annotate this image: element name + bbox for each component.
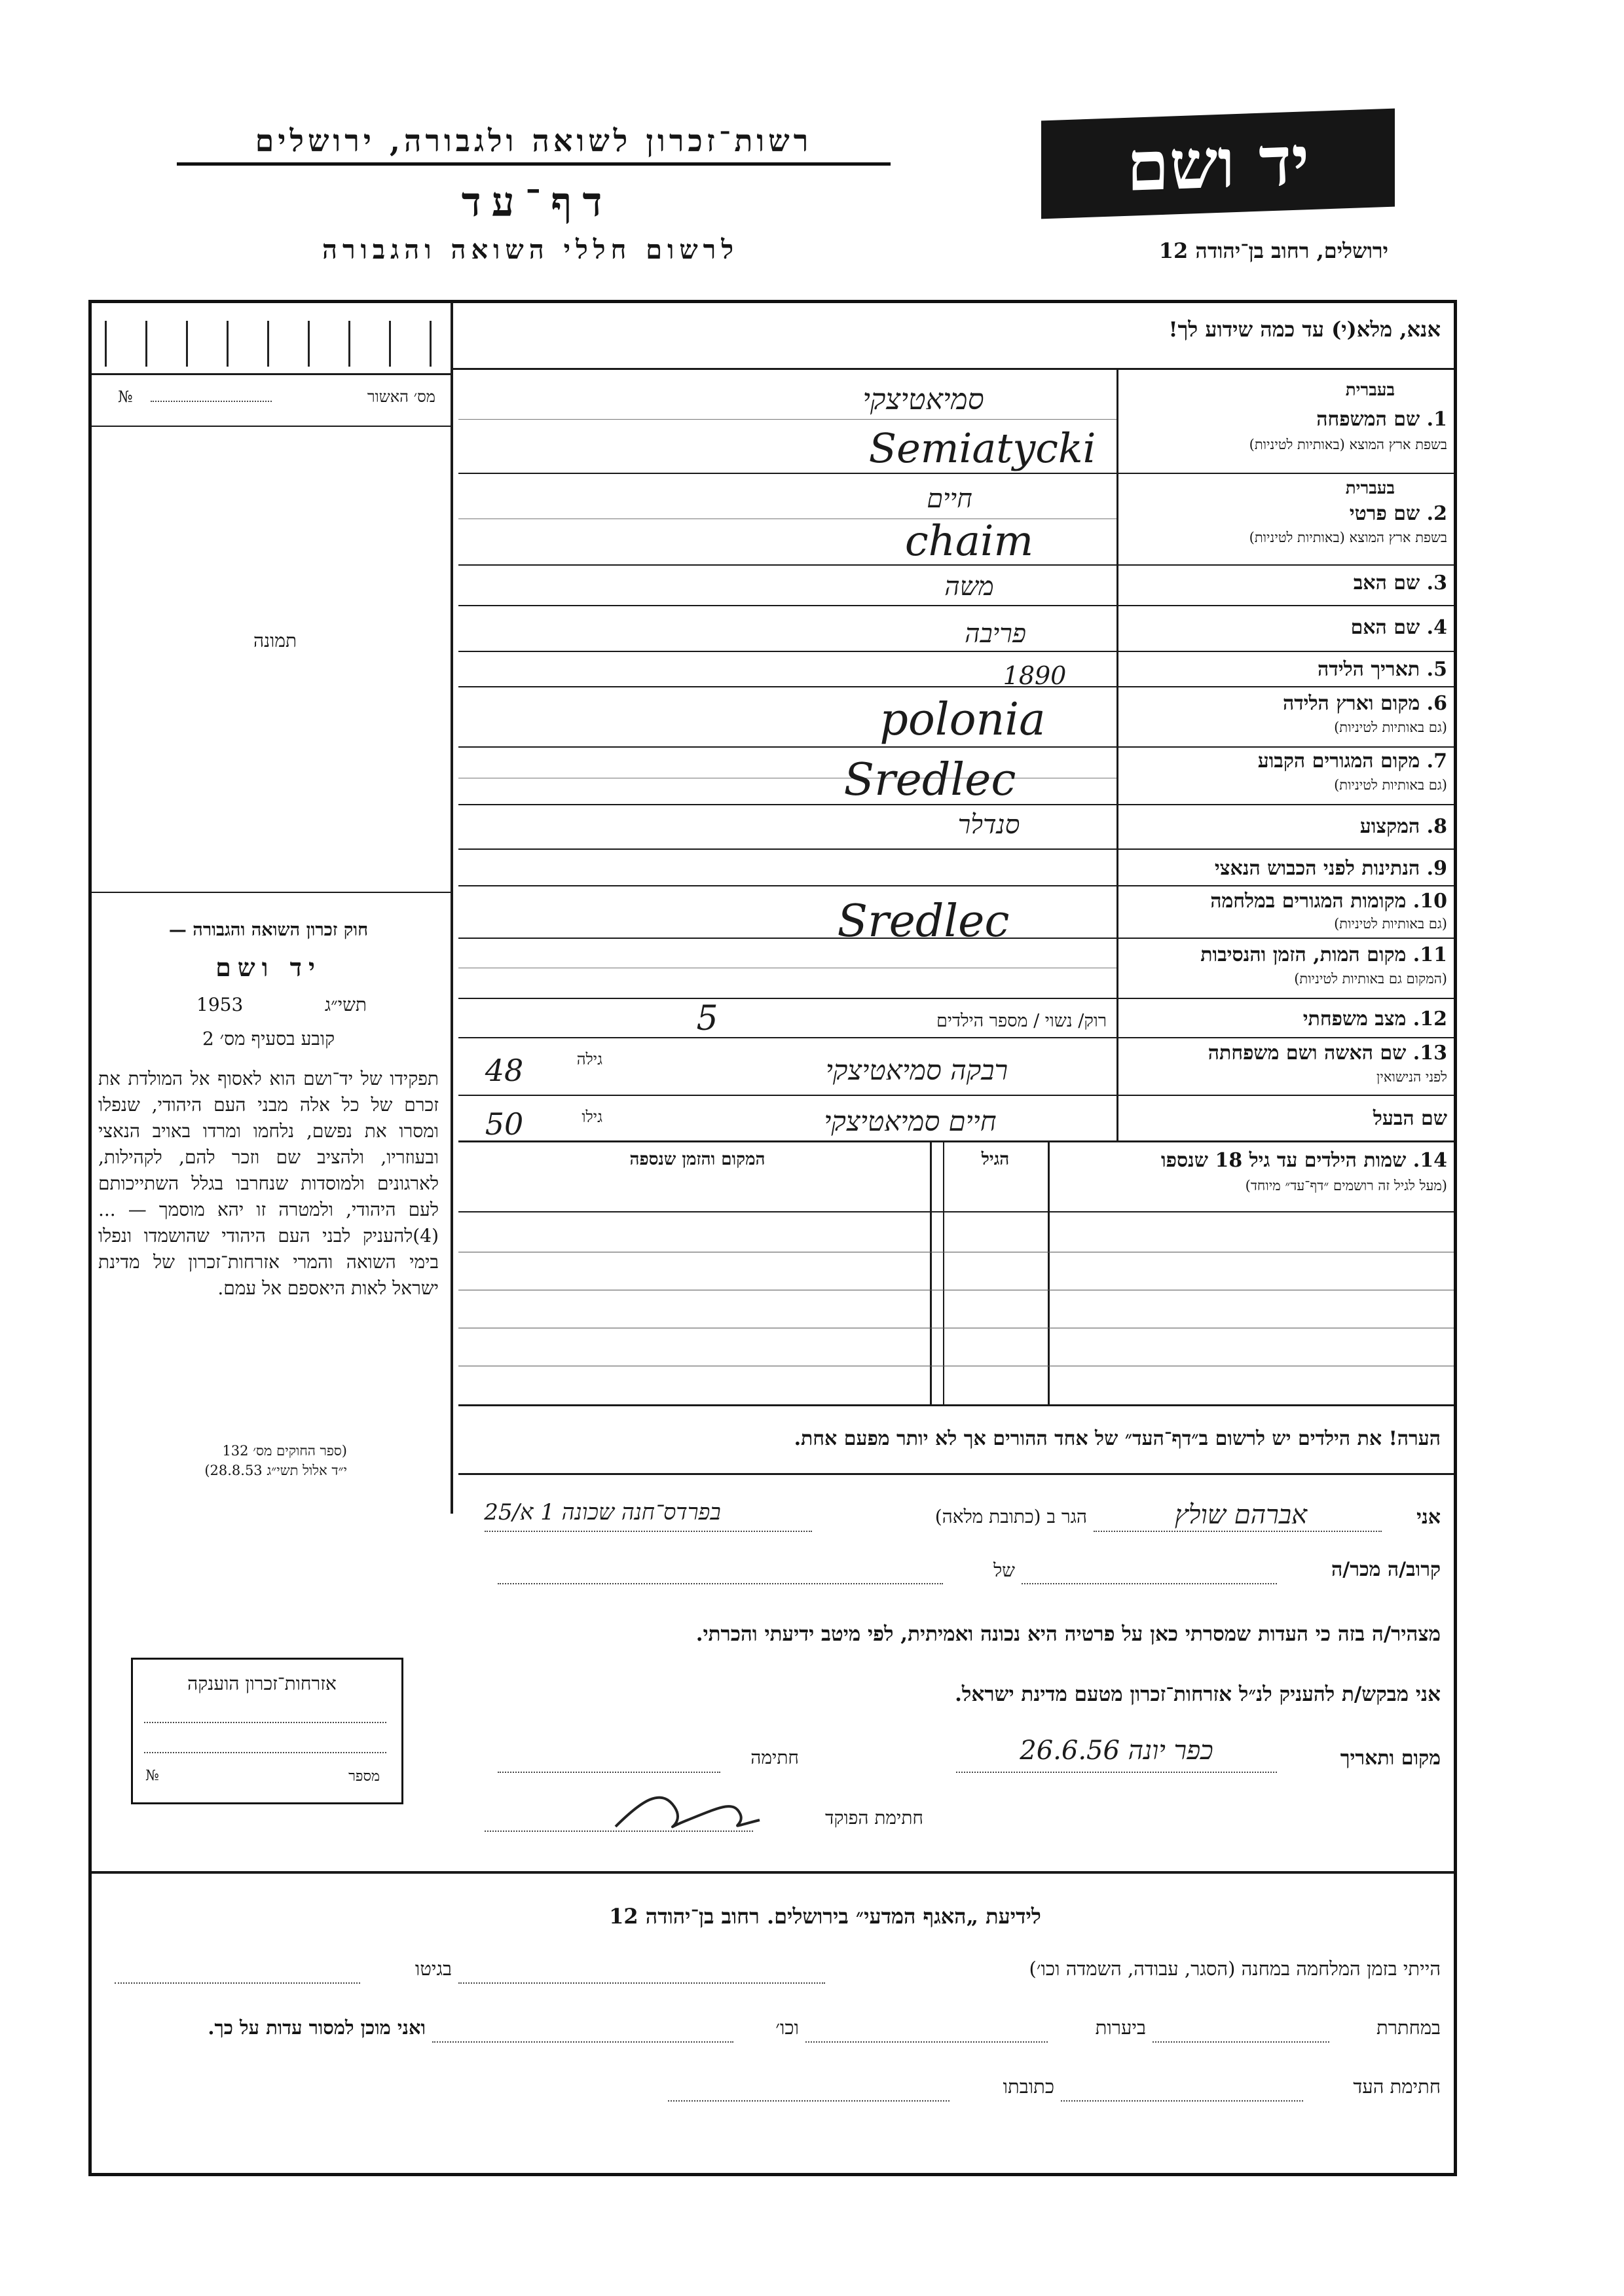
children-note: הערה! את הילדים יש לרשום ב״דף־העד״ של אחד ההורים אך לא יותר מפעם אחת. [794, 1427, 1441, 1450]
row-border [458, 1095, 1454, 1096]
left-divider [92, 373, 451, 375]
birth-date[interactable]: 1890 [1003, 661, 1067, 690]
wife-name[interactable]: רבקה סמיאטיצקי [825, 1054, 1008, 1086]
field-3-label: 3. שם האב [1353, 572, 1447, 594]
husband-age[interactable]: 50 [485, 1106, 524, 1142]
footer-title: לידיעת „האגף המדעי״ בירושלים. רחוב בן־יהודה 12 [609, 1904, 1041, 1929]
row-border [458, 651, 1454, 652]
field-7-sublabel: (גם באותיות לטיניות) [1334, 777, 1447, 793]
law-text: תפקידו של יד־ושם הוא לאסוף אל המולדת את זכרם של כל אלה מבני העם היהודי, שנפלו ומסרו את נפשם, נלחמו ומרדו באויב הנאצי ובעוזריו, ולהציב שם וזכר להם, לקהילות, לארגונים ולמוסדות שנחרבו בגלל השתייכותם לעם היהודי, ולמטרה זו יהא מוסמך — ...(4)להעניק לבני העם היהודי שהושמדו ונפלו בימי השואה והמרי אזרחות־זכרון של מדינת ישראל לאות היאספם אל עמם. [98, 1068, 439, 1299]
wife-age-label: גילה [576, 1050, 602, 1068]
field-6-sublabel: (גם באותיות לטיניות) [1334, 720, 1447, 735]
forests-line[interactable] [805, 2041, 1048, 2043]
field-2-label: 2. שם פרטי [1349, 502, 1447, 525]
yad-vashem-logo: יד ושם [1041, 109, 1395, 219]
photo-label: תמונה [253, 630, 297, 651]
signature-line[interactable] [498, 1772, 720, 1773]
field-12-label: 12. מצב משפחתי [1302, 1008, 1447, 1030]
ghetto-line[interactable] [115, 1982, 360, 1984]
children-row [458, 1211, 1454, 1212]
note-divider [458, 1473, 1454, 1475]
instruction-divider [452, 368, 1454, 370]
law-year-hebrew: תשי״ג [324, 994, 367, 1015]
row-border [458, 473, 1454, 474]
field-10-sublabel: (גם באותיות לטיניות) [1334, 916, 1447, 932]
children-table-v2 [930, 1142, 932, 1404]
husband-name[interactable]: חיים סמיאטיצקי [824, 1105, 997, 1137]
field-14-label: 14. שמות הילדים עד גיל 18 שנספו [1160, 1149, 1447, 1172]
approval-stub-ticks [105, 321, 432, 367]
subline [458, 419, 1116, 420]
of-label: של [993, 1559, 1015, 1581]
mother-name[interactable]: פריבה [965, 619, 1026, 649]
place-date-line[interactable] [956, 1772, 1277, 1773]
field-8-label: 8. המקצוע [1359, 815, 1447, 838]
permanent-residence[interactable]: Sredlec [843, 754, 1016, 806]
place-date-label: מקום ותאריך [1340, 1747, 1441, 1770]
children-table-v1 [1048, 1142, 1050, 1404]
field-4-label: 4. שם האם [1350, 616, 1447, 639]
column-place-time: המקום והזמן שנספה [629, 1150, 766, 1169]
approval-no-sign: № [118, 388, 133, 406]
address-text: ירושלים, רחוב בן־יהודה 12 [1158, 238, 1388, 263]
field-13-sublabel: לפני הנישואין [1376, 1069, 1447, 1085]
officer-signature-label: חתימת הפוקד [825, 1807, 923, 1829]
in-hebrew-label-2: בעברית [1345, 479, 1395, 498]
resides-label: הגר ב (כתובת מלאה) [934, 1506, 1087, 1527]
field-1-label: 1. שם המשפחה [1316, 408, 1447, 431]
of-line[interactable] [498, 1583, 943, 1584]
approval-no-field[interactable] [151, 401, 272, 402]
row-border [458, 746, 1454, 748]
marital-status-text: רוק/ נשוי / מספר הילדים [936, 1011, 1107, 1031]
statement-1: מצהיר/ה בזה כי העדות שמסרתי כאן על פרטיה היא נכונה ואמיתית, לפי מיטב ידיעתי והכרתי. [695, 1622, 1441, 1646]
left-divider-2 [92, 426, 451, 427]
father-name[interactable]: משה [944, 572, 994, 602]
law-ref-1: (ספר החוקים מס׳ 132 [222, 1443, 347, 1459]
profession[interactable]: סנדלר [957, 810, 1020, 840]
declaration-ani: אני [1416, 1506, 1441, 1529]
witness-address-line[interactable] [668, 2100, 950, 2102]
photo-area [105, 432, 439, 890]
row-border [458, 605, 1454, 606]
law-section: קובע בסעיף מס׳ 2 [202, 1028, 335, 1049]
family-name-latin[interactable]: Semiatycki [868, 424, 1096, 472]
citizenship-line-1 [144, 1722, 386, 1723]
birth-place[interactable]: polonia [879, 694, 1046, 746]
row-border [458, 1037, 1454, 1038]
law-logo: יד ושם [215, 953, 322, 982]
citizenship-box-title: אזרחות־זכרון הוענקה [187, 1673, 337, 1694]
field-7-label: 7. מקום המגורים הקבוע [1257, 750, 1447, 773]
field-11-sublabel: (המקום גם באותיות לטיניות) [1294, 971, 1447, 987]
children-row [458, 1404, 1454, 1406]
authority-title: רשות־זכרון לשואה ולגבורה, ירושלים [177, 123, 891, 166]
citizenship-no-sign: № [145, 1768, 159, 1784]
footer-line1-a: הייתי בזמן המלחמה במחנה (הסגר, עבודה, השמדה וכו׳) [1029, 1958, 1441, 1980]
field-6-label: 6. מקום וארץ הלידה [1282, 692, 1447, 715]
row-border [458, 885, 1454, 886]
footer-line2-a: במחתרת [1376, 2016, 1441, 2039]
field-5-label: 5. תאריך הלידה [1318, 658, 1447, 681]
law-year: 1953 [196, 994, 244, 1015]
column-age: הגיל [981, 1150, 1010, 1169]
children-table-v3 [943, 1142, 944, 1404]
witness-signature-line[interactable] [1061, 2100, 1303, 2102]
relative-label: קרוב/ה מכר/ה [1331, 1558, 1441, 1581]
form-subtitle: לרשום חללי השואה והגבורה [322, 234, 739, 265]
wartime-residence[interactable]: Sredlec [837, 896, 1010, 947]
children-count[interactable]: 5 [696, 999, 718, 1038]
footer-line3-a: חתימת העד [1353, 2075, 1441, 2098]
husband-label: שם הבעל [1373, 1107, 1447, 1130]
row-border [458, 1140, 1454, 1142]
form-title: דף־עד [461, 178, 613, 226]
footer-line2-c: וכו׳ [775, 2016, 799, 2039]
camp-line[interactable] [458, 1982, 825, 1984]
signature-label: חתימה [750, 1747, 799, 1768]
footer-line3-b: כתובתו [1003, 2075, 1054, 2098]
etc-line[interactable] [432, 2041, 733, 2043]
footer-line1-b: בגיטו [415, 1958, 452, 1980]
left-divider-3 [92, 892, 451, 893]
column-divider [451, 302, 453, 1514]
field-1-sublabel: בשפת ארץ המוצא (באותיות לטיניות) [1249, 437, 1447, 452]
address-line[interactable] [485, 1531, 812, 1532]
citizenship-line-2 [144, 1752, 386, 1753]
relation-line[interactable] [1022, 1583, 1277, 1584]
officer-signature [602, 1774, 773, 1840]
row-border [458, 998, 1454, 999]
citizenship-no-label: מספר [348, 1768, 380, 1785]
place-date-value[interactable]: כפר יונה 26.6.56 [1020, 1736, 1213, 1766]
family-name-hebrew[interactable]: סמיאטיצקי [862, 383, 984, 416]
footer-line2-b: ביערות [1095, 2016, 1146, 2039]
field-2-sublabel: בשפת ארץ המוצא (באותיות לטיניות) [1249, 530, 1447, 545]
row-border [458, 686, 1454, 687]
field-10-label: 10. מקומות המגורים במלחמה [1210, 890, 1447, 913]
declarant-address[interactable]: בפרדס־חנה שכונה 1 א/25 [484, 1499, 721, 1525]
wife-age[interactable]: 48 [485, 1053, 524, 1088]
row-border [458, 848, 1454, 850]
first-name-hebrew[interactable]: חיים [927, 484, 972, 514]
law-ref-2: י״ד אלול תשי״ג 28.8.53) [204, 1463, 347, 1478]
first-name-latin[interactable]: chaim [904, 517, 1034, 566]
footer-line2-d: ואני מוכן למסור עדות על כך. [208, 2016, 426, 2039]
declarant-name-line[interactable] [1094, 1531, 1382, 1532]
field-14-sublabel: (מעל לגיל זה רושמים ״דף־עד״ מיוחד) [1245, 1178, 1447, 1194]
declarant-name[interactable]: אברהם שולץ [1174, 1500, 1308, 1530]
in-hebrew-label-1: בעברית [1345, 380, 1395, 400]
husband-age-label: גילו [581, 1108, 602, 1126]
field-13-label: 13. שם האשה ושם משפחתה [1208, 1042, 1447, 1065]
statement-2: אני מבקש/ת להעניק לנ״ל אזרחות־זכרון מטעם מדינת ישראל. [955, 1683, 1441, 1706]
instruction: אנא, מלא(י) עד כמה שידוע לך! [1168, 317, 1441, 342]
field-11-label: 11. מקום המות, הזמן והנסיבות [1200, 943, 1447, 966]
underground-line[interactable] [1153, 2041, 1329, 2043]
label-col-divider [1116, 370, 1118, 1141]
approval-no-label: מס׳ האשור [367, 388, 435, 406]
law-title: חוק זכרון השואה והגבורה — [168, 920, 369, 940]
field-9-label: 9. הנתינות לפני הכבוש הנאצי [1214, 857, 1447, 880]
footer-divider [92, 1871, 1454, 1874]
